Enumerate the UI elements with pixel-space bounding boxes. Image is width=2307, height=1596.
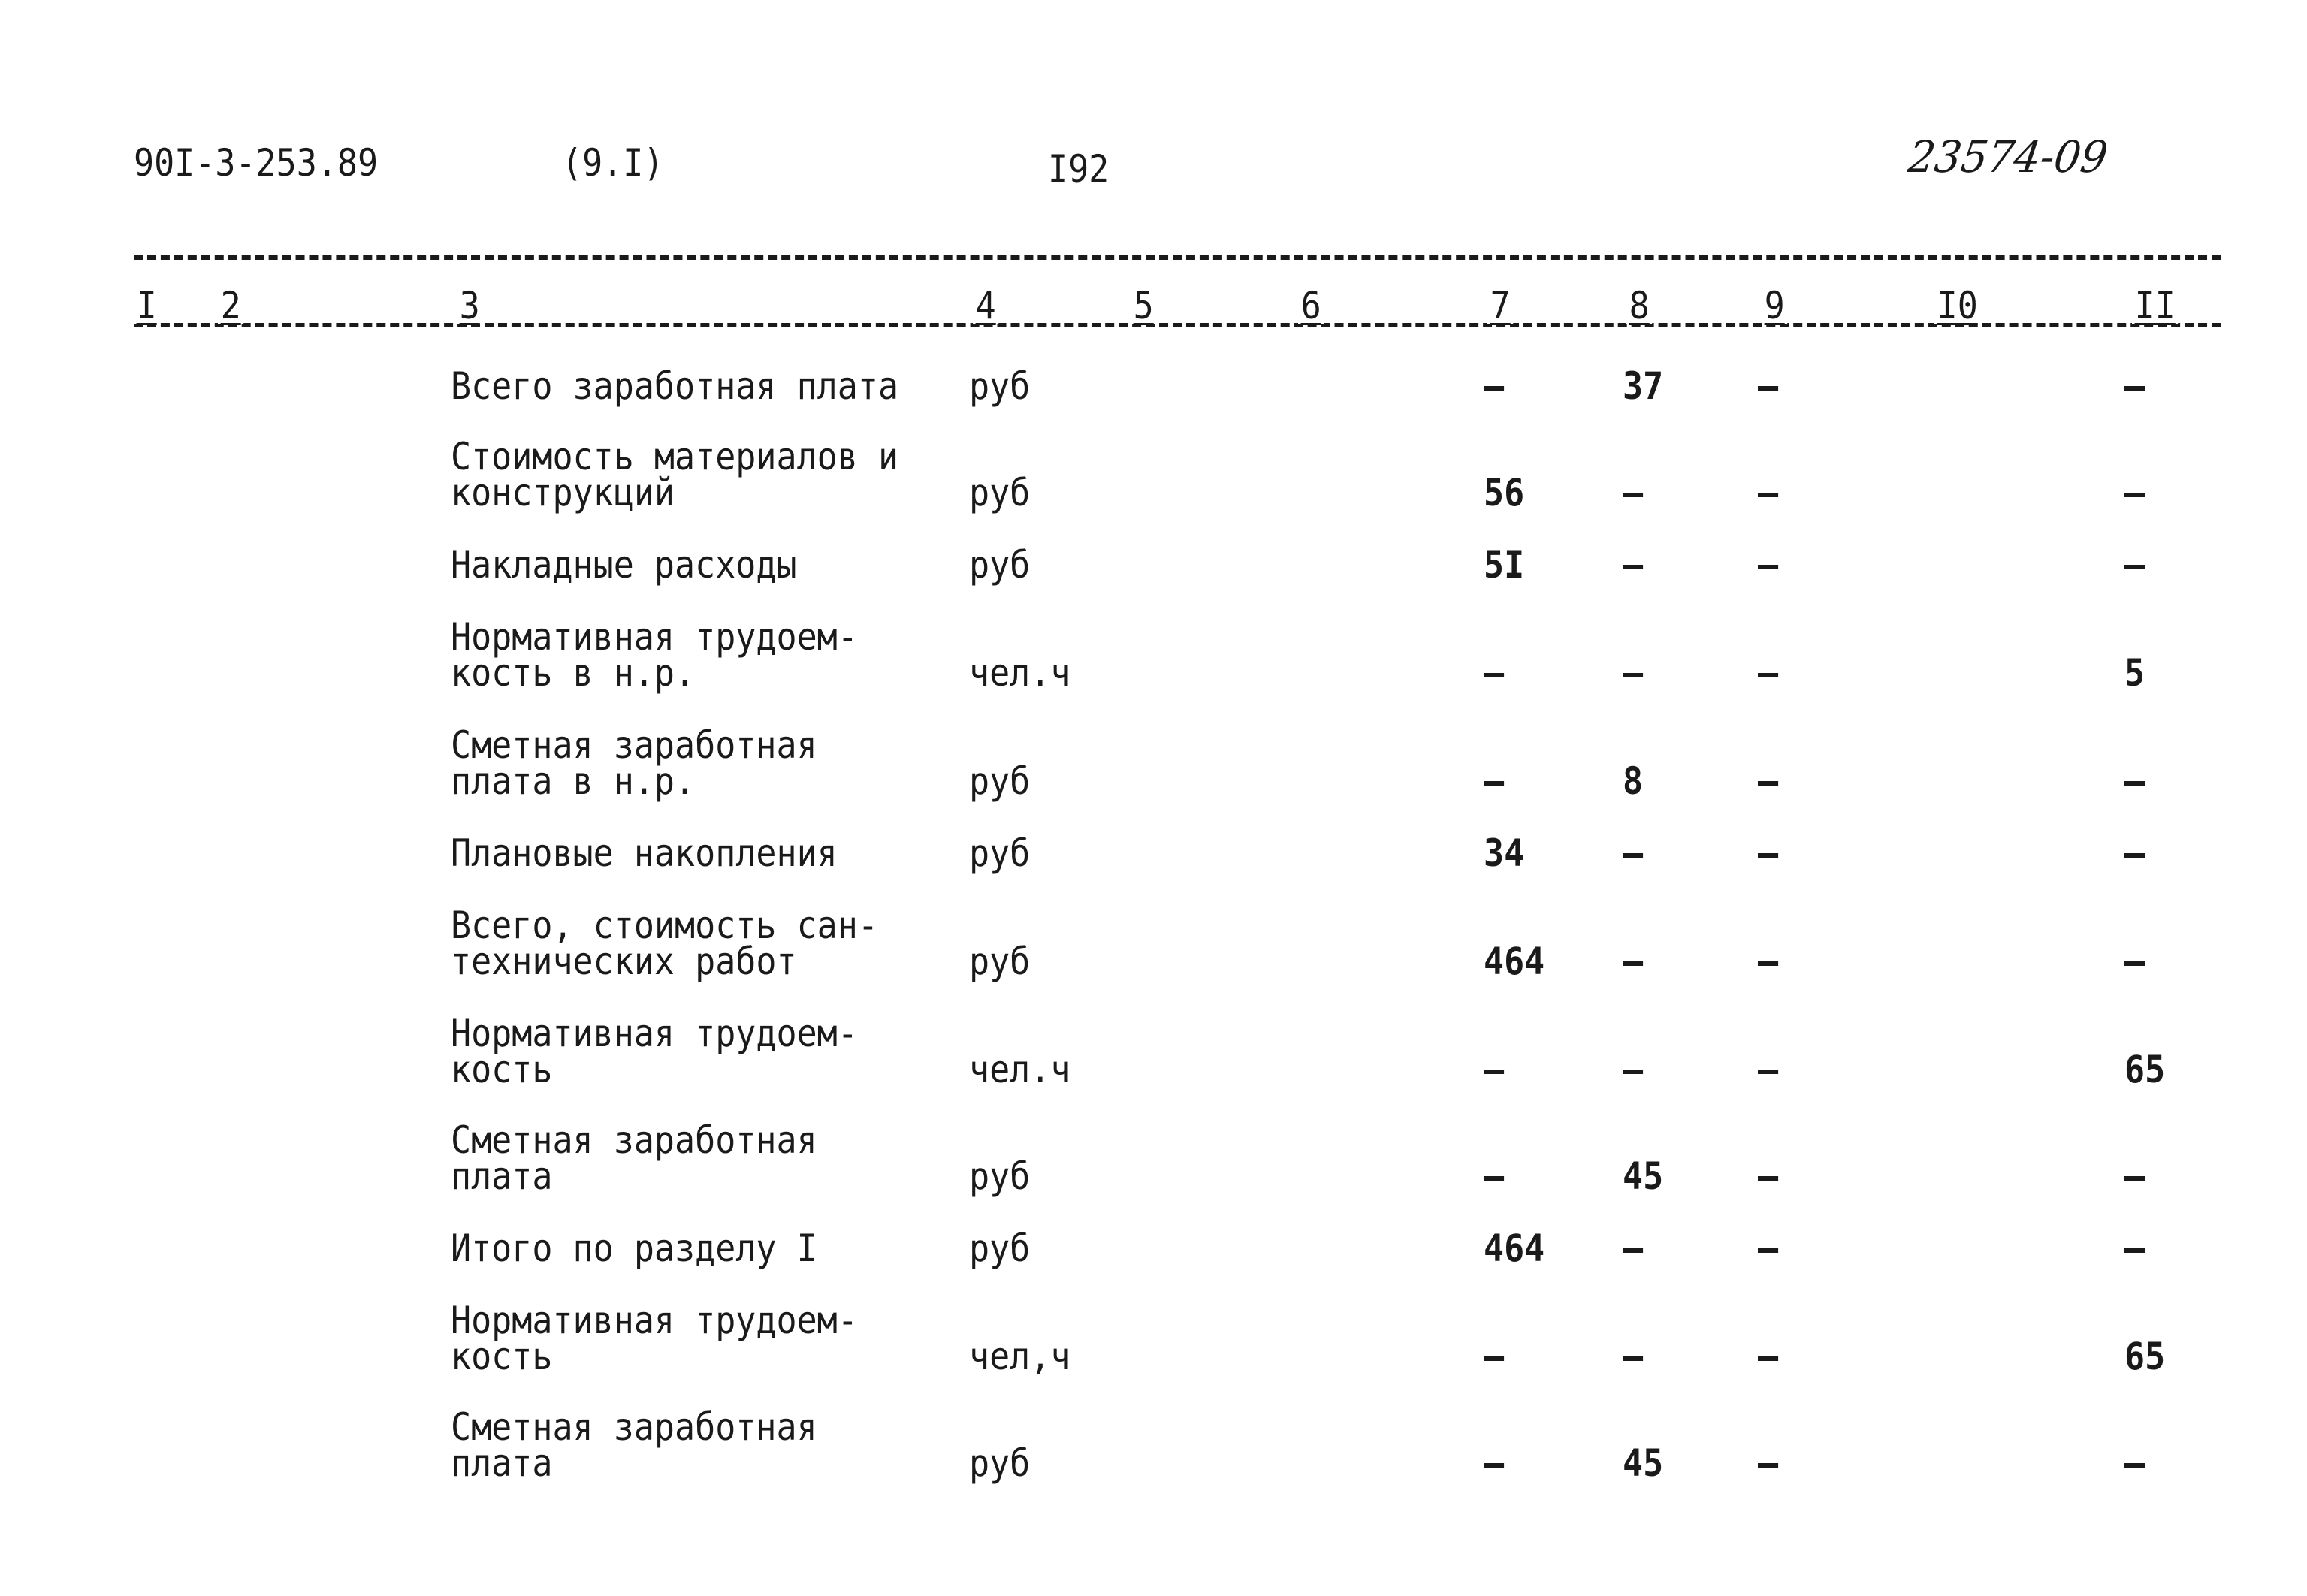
- col7-value: –: [1484, 1154, 1505, 1198]
- row-label-line: конструкций: [451, 471, 675, 514]
- row-label-line: Всего заработная плата: [451, 364, 899, 408]
- col11-value: –: [2124, 364, 2145, 408]
- column-number-2: 2: [218, 287, 243, 324]
- col9-value: –: [1758, 1154, 1779, 1198]
- unit-cell: руб: [969, 1226, 1031, 1270]
- col7-value: 5I: [1484, 543, 1525, 587]
- row-label-line: плата: [451, 1441, 553, 1485]
- row-label-line: Итого по разделу I: [451, 1226, 817, 1270]
- col11-value: –: [2124, 940, 2145, 983]
- col7-value: –: [1484, 1335, 1505, 1378]
- unit-cell: руб: [969, 759, 1031, 803]
- row-label-line: плата: [451, 1154, 553, 1198]
- col11-value: –: [2124, 1441, 2145, 1485]
- col11-value: –: [2124, 759, 2145, 803]
- row-label-line: кость в н.р.: [451, 651, 696, 695]
- section-number: (9.I): [562, 141, 664, 185]
- column-number-7: 7: [1487, 287, 1513, 324]
- col9-value: –: [1758, 1048, 1779, 1091]
- col11-value: –: [2124, 831, 2145, 875]
- col8-value: 37: [1623, 364, 1664, 408]
- col11-value: –: [2124, 1154, 2145, 1198]
- column-number-11: II: [2132, 287, 2178, 324]
- col7-value: –: [1484, 1048, 1505, 1091]
- row-label-line: Всего, стоимость сан-: [451, 904, 878, 947]
- col9-value: –: [1758, 651, 1779, 695]
- dashed-rule-top: [134, 255, 2221, 260]
- col7-value: 464: [1484, 940, 1545, 983]
- row-label-line: Сметная заработная: [451, 723, 817, 767]
- col8-value: 45: [1623, 1154, 1664, 1198]
- unit-cell: руб: [969, 543, 1031, 587]
- col11-value: 65: [2124, 1048, 2166, 1091]
- unit-cell: чел.ч: [969, 1048, 1071, 1091]
- col11-value: 65: [2124, 1335, 2166, 1378]
- col7-value: –: [1484, 364, 1505, 408]
- page-number: I92: [1048, 147, 1110, 191]
- col8-value: –: [1623, 543, 1644, 587]
- inventory-number: 23574-09: [1905, 131, 2111, 183]
- row-label-line: Плановые накопления: [451, 831, 838, 875]
- row-label-line: кость: [451, 1335, 553, 1378]
- document-code: 90I-3-253.89: [134, 141, 379, 185]
- unit-cell: руб: [969, 1154, 1031, 1198]
- col7-value: 34: [1484, 831, 1525, 875]
- column-number-3: 3: [457, 287, 482, 324]
- col8-value: –: [1623, 940, 1644, 983]
- row-label-line: Сметная заработная: [451, 1405, 817, 1449]
- col8-value: –: [1623, 831, 1644, 875]
- col8-value: –: [1623, 651, 1644, 695]
- col7-value: 56: [1484, 471, 1525, 514]
- row-label-line: Сметная заработная: [451, 1118, 817, 1162]
- unit-cell: руб: [969, 831, 1031, 875]
- row-label-line: Нормативная трудоем-: [451, 1012, 858, 1055]
- col9-value: –: [1758, 1335, 1779, 1378]
- unit-cell: руб: [969, 940, 1031, 983]
- col8-value: 8: [1623, 759, 1644, 803]
- col7-value: –: [1484, 651, 1505, 695]
- column-number-1: I: [134, 287, 159, 324]
- col8-value: –: [1623, 1048, 1644, 1091]
- col8-value: –: [1623, 1335, 1644, 1378]
- col7-value: –: [1484, 1441, 1505, 1485]
- row-label-line: Нормативная трудоем-: [451, 615, 858, 659]
- column-number-4: 4: [973, 287, 998, 324]
- row-label-line: плата в н.р.: [451, 759, 696, 803]
- row-label-line: Нормативная трудоем-: [451, 1299, 858, 1342]
- column-number-10: I0: [1934, 287, 1980, 324]
- column-number-5: 5: [1131, 287, 1156, 324]
- col9-value: –: [1758, 1226, 1779, 1270]
- col8-value: –: [1623, 471, 1644, 514]
- col11-value: 5: [2124, 651, 2145, 695]
- column-number-8: 8: [1626, 287, 1652, 324]
- row-label-line: кость: [451, 1048, 553, 1091]
- col8-value: 45: [1623, 1441, 1664, 1485]
- col9-value: –: [1758, 364, 1779, 408]
- col9-value: –: [1758, 759, 1779, 803]
- row-label-line: технических работ: [451, 940, 797, 983]
- unit-cell: руб: [969, 1441, 1031, 1485]
- col7-value: –: [1484, 759, 1505, 803]
- unit-cell: чел,ч: [969, 1335, 1071, 1378]
- col11-value: –: [2124, 1226, 2145, 1270]
- row-label-line: Стоимость материалов и: [451, 435, 899, 478]
- unit-cell: чел.ч: [969, 651, 1071, 695]
- col9-value: –: [1758, 1441, 1779, 1485]
- column-number-9: 9: [1762, 287, 1787, 324]
- unit-cell: руб: [969, 364, 1031, 408]
- col9-value: –: [1758, 471, 1779, 514]
- col9-value: –: [1758, 543, 1779, 587]
- dashed-rule-columns: [134, 323, 2221, 327]
- col9-value: –: [1758, 831, 1779, 875]
- col9-value: –: [1758, 940, 1779, 983]
- unit-cell: руб: [969, 471, 1031, 514]
- col7-value: 464: [1484, 1226, 1545, 1270]
- col11-value: –: [2124, 471, 2145, 514]
- col11-value: –: [2124, 543, 2145, 587]
- column-number-6: 6: [1298, 287, 1324, 324]
- col8-value: –: [1623, 1226, 1644, 1270]
- row-label-line: Накладные расходы: [451, 543, 797, 587]
